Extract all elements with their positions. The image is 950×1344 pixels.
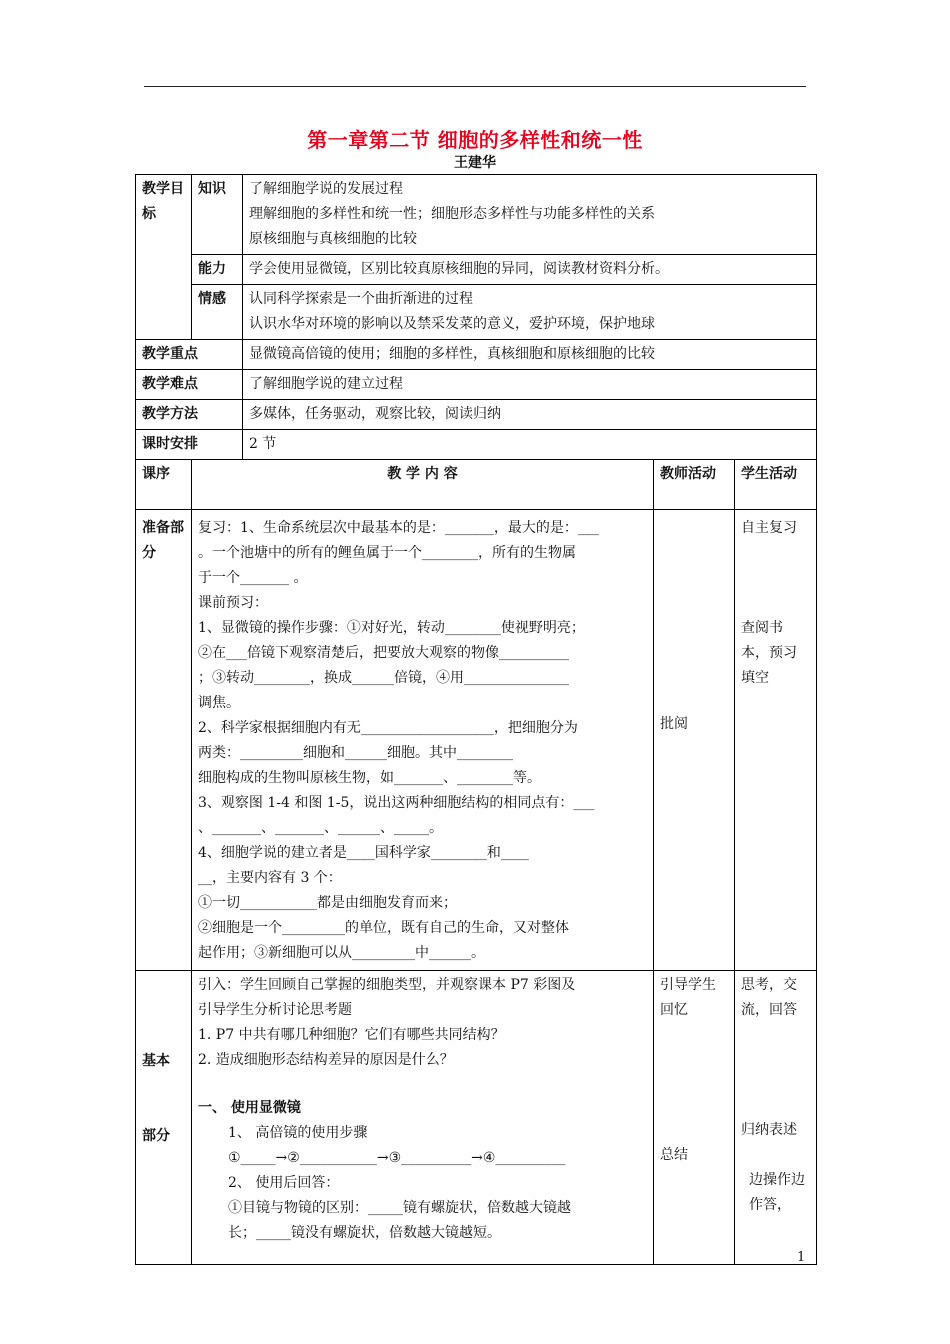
prep-line: 调焦。 (198, 695, 240, 711)
knowledge-line: 了解细胞学说的发展过程 (249, 181, 403, 197)
emotion-line: 认识水华对环境的影响以及禁采发菜的意义，爱护环境，保护地球 (249, 316, 655, 332)
knowledge-line: 原核细胞与真核细胞的比较 (249, 231, 417, 247)
goals-label: 教学目标 (136, 175, 192, 340)
difficulty-content: 了解细胞学说的建立过程 (243, 370, 817, 400)
hours-content: 2 节 (243, 430, 817, 460)
ability-label: 能力 (192, 255, 243, 285)
method-label: 教学方法 (136, 400, 243, 430)
basic-student-text-a: 思考，交流，回答 (741, 977, 797, 1018)
basic-line: 1. P7 中共有哪几种细胞？它们有哪些共同结构？ (198, 1027, 505, 1043)
prep-line: 课前预习： (198, 595, 268, 611)
steps-line: ①_____→②___________→③__________→④__________ (228, 1150, 566, 1166)
prep-line: __，主要内容有 3 个： (198, 870, 342, 886)
prep-line: 、_______、_______、______、_____。 (198, 820, 443, 836)
author: 王建华 (454, 155, 496, 171)
key-label: 教学重点 (136, 340, 243, 370)
subheading-1: 1、 高倍镜的使用步骤 (228, 1125, 368, 1141)
key-content: 显微镜高倍镜的使用；细胞的多样性，真核细胞和原核细胞的比较 (243, 340, 817, 370)
answer-line: ①目镜与物镜的区别：_____镜有螺旋状，倍数越大镜越 (228, 1200, 571, 1216)
prep-line: ②在___倍镜下观察清楚后，把要放大观察的物像__________ (198, 645, 569, 661)
answer-line: 长；_____镜没有螺旋状，倍数越大镜越短。 (228, 1225, 501, 1241)
subheading-2: 2、 使用后回答： (228, 1175, 340, 1191)
prep-teacher (654, 510, 735, 971)
header-order: 课序 (136, 460, 192, 510)
prep-line: 1、显微镜的操作步骤：①对好光，转动________使视野明亮； (198, 620, 585, 636)
prep-line: ；③转动________，换成______倍镜，④用_______________ (198, 670, 569, 686)
knowledge-label: 知识 (192, 175, 243, 255)
prep-line: 起作用；③新细胞可以从_________中______。 (198, 945, 485, 961)
prep-line: 。一个池塘中的所有的鲤鱼属于一个________，所有的生物属 (198, 545, 576, 561)
basic-student-text-c: 边操作边作答， (749, 1172, 805, 1213)
prep-student-text-b: 查阅书本，预习填空 (741, 620, 797, 686)
prep-line: 于一个_______ 。 (198, 570, 308, 586)
basic-teacher-text-a: 引导学生回忆 (660, 977, 716, 1018)
prep-line: ②细胞是一个_________的单位，既有自己的生命，又对整体 (198, 920, 569, 936)
hours-label: 课时安排 (136, 430, 243, 460)
page-number: 1 (797, 1250, 806, 1265)
emotion-label: 情感 (192, 285, 243, 340)
basic-line: 2. 造成细胞形态结构差异的原因是什么？ (198, 1052, 454, 1068)
prep-line: 3、观察图 1-4 和图 1-5，说出这两种细胞结构的相同点有：___ (198, 795, 595, 811)
prep-content (192, 510, 654, 971)
knowledge-content (243, 175, 817, 255)
basic-label (136, 971, 192, 1265)
prep-line: 复习：1、生命系统层次中最基本的是：_______，最大的是：___ (198, 520, 599, 536)
difficulty-label: 教学难点 (136, 370, 243, 400)
page-title: 第一章第二节 细胞的多样性和统一性 (307, 128, 643, 152)
prep-line: 两类：_________细胞和______细胞。其中________ (198, 745, 513, 761)
method-content: 多媒体，任务驱动，观察比较，阅读归纳 (243, 400, 817, 430)
basic-label-b: 部分 (142, 1128, 170, 1144)
prep-line: ①一切___________都是由细胞发育而来； (198, 895, 457, 911)
prep-line: 细胞构成的生物叫原核生物，如_______、________等。 (198, 770, 541, 786)
header-student: 学生活动 (735, 460, 817, 510)
header-content: 教 学 内 容 (192, 460, 654, 510)
basic-student (735, 971, 817, 1265)
prep-line: 4、细胞学说的建立者是____国科学家________和____ (198, 845, 529, 861)
basic-teacher-text-b: 总结 (660, 1147, 688, 1163)
emotion-content (243, 285, 817, 340)
knowledge-line: 理解细胞的多样性和统一性；细胞形态多样性与功能多样性的关系 (249, 206, 655, 222)
lesson-plan-table (135, 174, 817, 1265)
basic-line: 引入：学生回顾自己掌握的细胞类型，并观察课本 P7 彩图及 (198, 977, 576, 993)
prep-line: 2、科学家根据细胞内有无___________________，把细胞分为 (198, 720, 578, 736)
prep-student (735, 510, 817, 971)
prep-teacher-text: 批阅 (660, 716, 688, 732)
basic-content (192, 971, 654, 1265)
header-rule (144, 86, 806, 87)
header-teacher: 教师活动 (654, 460, 735, 510)
basic-line: 引导学生分析讨论思考题 (198, 1002, 352, 1018)
section-heading: 一、 使用显微镜 (198, 1100, 301, 1116)
basic-label-a: 基本 (142, 1053, 170, 1069)
basic-teacher (654, 971, 735, 1265)
prep-student-text-a: 自主复习 (741, 520, 797, 536)
prep-label: 准备部分 (136, 510, 192, 971)
basic-student-text-b: 归纳表述 (741, 1122, 797, 1138)
ability-content: 学会使用显微镜，区别比较真原核细胞的异同，阅读教材资料分析。 (243, 255, 817, 285)
emotion-line: 认同科学探索是一个曲折渐进的过程 (249, 291, 473, 307)
